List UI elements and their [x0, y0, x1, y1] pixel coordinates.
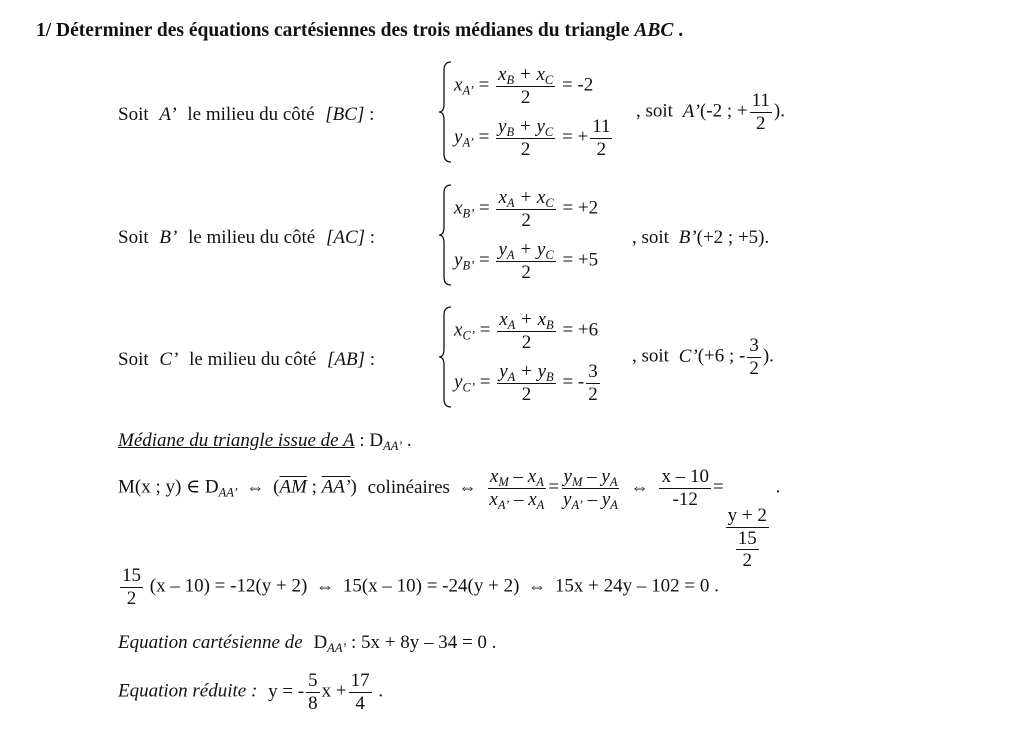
- f4-den-den: 2: [742, 550, 753, 572]
- num-y: y: [498, 239, 507, 260]
- num-plus: + x: [518, 64, 545, 85]
- reduced-label: Equation réduite :: [118, 680, 258, 702]
- cartesian-equation: [118, 632, 496, 654]
- y-sub: C’: [462, 380, 475, 395]
- fraction: [496, 239, 555, 284]
- num-sub2: C: [544, 72, 554, 87]
- reduced-equation: [118, 670, 383, 715]
- y-result: = +: [562, 126, 589, 148]
- midpoint-a-conclusion: [636, 90, 785, 135]
- result-fraction: [586, 361, 600, 406]
- x-result: = -2: [562, 74, 594, 96]
- conclusion-label: , soit: [632, 227, 669, 248]
- equals: =: [548, 476, 560, 498]
- num-plus: + y: [519, 239, 546, 260]
- conclusion-end: ).: [773, 100, 785, 122]
- midpoint-c-conclusion: [632, 335, 774, 380]
- ratio-x: [487, 466, 546, 511]
- algebra-step-3: 15x + 24y – 102 = 0 .: [554, 575, 719, 597]
- reduced-y: y = -: [268, 680, 305, 702]
- f3-den: -12: [672, 488, 698, 510]
- intercept-num: 17: [350, 670, 370, 691]
- num-sub2: C: [544, 124, 554, 139]
- ratio-y: [561, 466, 620, 511]
- soit-label: Soit: [118, 227, 149, 248]
- c-den: 2: [755, 112, 766, 134]
- soit-label: Soit: [118, 104, 149, 125]
- median-heading-end: .: [402, 430, 412, 451]
- fraction: [497, 309, 556, 354]
- equation-x: $x_{A’}$ = $\frac{x_B + x_C}{2}$ = -2: [454, 64, 594, 108]
- x-symbol: x: [454, 74, 463, 96]
- median-heading-colon: : D: [359, 430, 384, 451]
- num-sub2: B: [546, 369, 554, 384]
- result-fraction: [590, 116, 612, 161]
- point-name: B’: [159, 227, 178, 248]
- num-sub1: A: [506, 247, 515, 262]
- paren-open: (: [273, 476, 280, 498]
- y-sub: A’: [462, 135, 474, 150]
- equation-y: $y_{B’}$ = $\frac{y_A + y_C}{2}$ = +5: [454, 239, 599, 283]
- conclusion-point: C’: [678, 345, 698, 367]
- f2-den-mid: – y: [582, 488, 611, 510]
- y-result: = +5: [562, 249, 599, 271]
- conclusion-coords: (+6 ; -: [697, 345, 746, 367]
- x-symbol: x: [454, 319, 463, 341]
- left-brace-icon: [438, 60, 452, 164]
- fifteen-halves: [120, 565, 143, 610]
- segment-name: [AB]: [327, 349, 366, 370]
- equivalence-icon: ⇔: [246, 476, 265, 497]
- midpoint-a-intro: [118, 104, 374, 126]
- conclusion-coords: (-2 ; +: [699, 100, 748, 122]
- cartesian-label: Equation cartésienne de: [118, 632, 303, 653]
- x-sub: A’: [462, 83, 474, 98]
- den: 2: [520, 138, 531, 160]
- f1-num: x: [489, 466, 499, 487]
- milieu-label: le milieu du côté: [187, 104, 315, 125]
- colon: :: [369, 227, 376, 248]
- midpoint-b-system: [438, 183, 648, 291]
- algebra-step-1: (x – 10) = -12(y + 2): [149, 575, 308, 597]
- reduced-end: .: [378, 680, 384, 702]
- intercept-den: 4: [355, 692, 365, 714]
- conclusion-end: ).: [762, 345, 774, 367]
- y-symbol: y: [454, 371, 463, 393]
- equivalence-icon: ⇔: [458, 476, 477, 497]
- midpoint-b-intro: [118, 227, 375, 249]
- num-sub1: B: [506, 72, 515, 87]
- res-den: 2: [588, 383, 598, 405]
- equals: =: [712, 476, 724, 498]
- num-x: x: [498, 64, 507, 85]
- intercept-fraction: [349, 670, 372, 715]
- ratio-y-numeric: [726, 505, 769, 573]
- f2-num-sub2: A: [609, 474, 618, 489]
- num-y: y: [498, 116, 507, 137]
- x-result: = +2: [562, 197, 599, 219]
- line-end: .: [775, 476, 781, 498]
- num-sub1: A: [507, 317, 516, 332]
- title-end: .: [678, 20, 684, 41]
- median-heading-sub: AA’: [383, 438, 403, 453]
- semicolon: ;: [311, 476, 317, 498]
- midpoint-a-system: [438, 60, 648, 168]
- f1-num-mid: – x: [508, 466, 537, 487]
- num-y: y: [499, 361, 508, 382]
- f3-num: x – 10: [661, 466, 709, 487]
- conclusion-fraction: [747, 335, 761, 380]
- point-name: A’: [159, 104, 177, 125]
- den: 2: [521, 261, 531, 283]
- cartesian-eq: : 5x + 8y – 34 = 0 .: [350, 632, 497, 653]
- algebra-line: [118, 565, 719, 610]
- c-den: 2: [749, 357, 759, 379]
- f1-den: x: [489, 488, 498, 510]
- f1-den-sub2: A: [536, 497, 545, 512]
- median-heading-text: Médiane du triangle issue de A: [118, 430, 355, 451]
- f2-num-mid: – y: [582, 466, 610, 487]
- y-sub: B’: [462, 258, 475, 273]
- f1-num-sub2: A: [536, 474, 544, 489]
- equation-y: $y_{A’}$ = $\frac{y_B + y_C}{2}$ = + $\frac{11}{2}$: [454, 116, 611, 160]
- c-num: 3: [749, 335, 759, 356]
- f4-den-num: 15: [737, 527, 757, 549]
- slope-den: 8: [308, 692, 318, 714]
- f2-num-sub1: M: [571, 474, 583, 489]
- colon: :: [369, 104, 375, 125]
- den: 2: [521, 209, 531, 231]
- paren-close: ): [350, 476, 357, 498]
- y-symbol: y: [454, 126, 463, 148]
- conclusion-fraction: [750, 90, 772, 135]
- fraction: [496, 64, 555, 109]
- left-brace-icon: [438, 305, 452, 409]
- title-text: 1/ Déterminer des équations cartésiennes des trois médianes du triangle: [36, 20, 630, 41]
- frac-num: 15: [122, 565, 141, 586]
- midpoint-c-intro: [118, 349, 375, 371]
- equivalence-icon: ⇔: [528, 575, 547, 596]
- fraction: [496, 116, 555, 161]
- den: 2: [521, 383, 532, 405]
- segment-name: [BC]: [325, 104, 365, 125]
- f2-den-sub2: A: [610, 497, 618, 512]
- f4-num: y + 2: [727, 504, 767, 526]
- conclusion-point: A’: [682, 100, 700, 122]
- x-sub: C’: [462, 328, 475, 343]
- num-x: x: [499, 309, 508, 330]
- res-num: 11: [592, 116, 611, 137]
- point-membership: M(x ; y) ∈ D: [118, 476, 219, 498]
- num-sub1: B: [506, 124, 515, 139]
- res-den: 2: [596, 138, 607, 160]
- soit-label: Soit: [118, 349, 149, 370]
- line-d: D: [313, 632, 328, 653]
- den: 2: [520, 86, 531, 108]
- f1-den-mid: – x: [509, 488, 537, 510]
- milieu-label: le milieu du côté: [188, 227, 316, 248]
- f1-den-sub1: A’: [497, 497, 510, 512]
- c-num: 11: [751, 90, 770, 111]
- x-result: = +6: [562, 319, 599, 341]
- x-symbol: x: [454, 197, 463, 219]
- line-d-sub: AA’: [327, 640, 347, 655]
- point-name: C’: [159, 349, 179, 370]
- equivalence-icon: ⇔: [630, 476, 649, 497]
- frac-den: 2: [126, 587, 137, 609]
- den: 2: [521, 331, 532, 353]
- num-sub1: A: [507, 369, 516, 384]
- equation-x: $x_{C’}$ = $\frac{x_A + x_B}{2}$ = +6: [454, 309, 599, 353]
- equation-x: $x_{B’}$ = $\frac{x_A + x_C}{2}$ = +2: [454, 187, 599, 231]
- num-plus: + x: [519, 187, 546, 208]
- midpoint-c-system: [438, 305, 648, 413]
- algebra-step-2: 15(x – 10) = -24(y + 2): [342, 575, 520, 597]
- exercise-title: [36, 20, 683, 42]
- res-num: 3: [588, 361, 598, 382]
- median-heading: [118, 430, 412, 452]
- y-result: = -: [562, 371, 585, 393]
- num-plus: + x: [520, 309, 547, 330]
- num-sub2: C: [545, 195, 554, 210]
- f2-den: y: [563, 488, 572, 510]
- colon: :: [369, 349, 376, 370]
- num-x: x: [498, 187, 507, 208]
- num-sub2: C: [545, 247, 554, 262]
- membership-sub: AA’: [218, 485, 238, 500]
- f4-den-fraction: [736, 528, 759, 573]
- conclusion-label: , soit: [636, 100, 673, 122]
- fraction: [497, 361, 556, 406]
- equivalence-icon: ⇔: [316, 575, 335, 596]
- reduced-mid: x +: [321, 680, 347, 702]
- slope-num: 5: [308, 670, 318, 691]
- left-brace-icon: [438, 183, 452, 287]
- conclusion-label: , soit: [632, 345, 669, 367]
- num-sub1: A: [506, 195, 515, 210]
- fraction: [496, 187, 555, 232]
- conclusion-point: B’: [678, 227, 697, 248]
- title-triangle-name: ABC: [634, 20, 674, 41]
- conclusion-coords: (+2 ; +5).: [696, 227, 770, 248]
- num-sub2: B: [546, 317, 554, 332]
- equation-y: $y_{C’}$ = $\frac{y_A + y_B}{2}$ = - $\frac{3}{2}$: [454, 361, 598, 405]
- vector-aa: AA’: [321, 476, 351, 498]
- f2-den-sub1: A’: [571, 497, 583, 512]
- milieu-label: le milieu du côté: [189, 349, 317, 370]
- slope-fraction: [306, 670, 320, 715]
- num-plus: + y: [520, 361, 547, 382]
- collinearity-line: [118, 466, 780, 572]
- f2-num: y: [563, 466, 572, 487]
- ratio-x-numeric: [659, 466, 711, 511]
- x-sub: B’: [462, 206, 475, 221]
- f1-num-sub1: M: [498, 474, 509, 489]
- midpoint-b-conclusion: [632, 227, 769, 249]
- segment-name: [AC]: [325, 227, 366, 248]
- num-plus: + y: [518, 116, 545, 137]
- vector-am: $\overline{AM}$: [279, 476, 307, 498]
- colineaires-label: colinéaires: [367, 476, 450, 498]
- y-symbol: y: [454, 249, 463, 271]
